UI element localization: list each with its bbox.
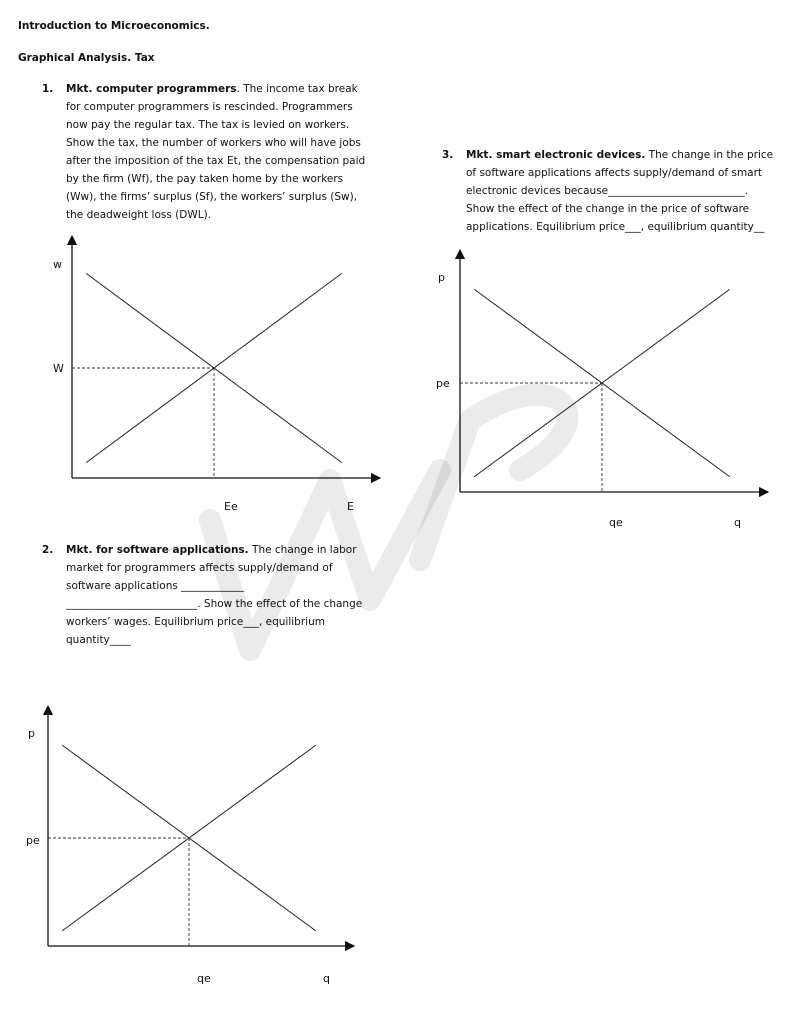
chart-3 xyxy=(428,248,778,538)
question-2-heading: Mkt. for software applications. xyxy=(66,544,249,556)
y-axis-label: p xyxy=(28,727,35,740)
question-2 xyxy=(42,541,374,649)
x-axis-label: q xyxy=(323,972,330,985)
y-axis-label: w xyxy=(53,258,62,271)
x-axis-label: E xyxy=(347,500,354,513)
equilibrium-price-label: pe xyxy=(436,377,450,390)
y-axis-label: p xyxy=(438,271,445,284)
question-3-number: 3. xyxy=(442,149,454,161)
question-3-heading: Mkt. smart electronic devices. xyxy=(466,149,646,161)
question-2-number: 2. xyxy=(42,544,54,556)
document-title: Introduction to Microeconomics. xyxy=(18,20,210,32)
question-1 xyxy=(42,80,374,224)
equilibrium-quantity-label: qe xyxy=(197,972,211,985)
chart-2 xyxy=(16,706,366,996)
equilibrium-quantity-label: qe xyxy=(609,516,623,529)
equilibrium-price-label: pe xyxy=(26,834,40,847)
question-1-number: 1. xyxy=(42,83,54,95)
question-1-text: . The income tax break for computer programmers is rescinded. Programmers now pay the regular tax. The tax is levied on workers. Show the tax, the number of workers who will have jobs after the imposition of the tax Et, the compensation paid by the firm (Wf), the pay taken home by the workers (Ww), the firms’ surplus (Sf), the workers’ surplus (Sw), the deadweight loss (DWL). xyxy=(66,83,366,221)
x-axis-label: q xyxy=(734,516,741,529)
question-2-text: The change in labor market for programmers affects supply/demand of software applications ____________ _________________________. Show the effect of the change workers’ wages. Equilibrium price___, equilibrium quantity____ xyxy=(66,544,363,646)
question-3-text: The change in the price of software applications affects supply/demand of smart electronic devices because__________________________. Show the effect of the change in the price of software applications. Equilibrium price___, equilibrium quantity__ xyxy=(466,149,774,233)
section-title: Graphical Analysis. Tax xyxy=(18,52,155,64)
equilibrium-price-label: W xyxy=(53,362,64,375)
chart-1 xyxy=(40,232,390,522)
equilibrium-quantity-label: Ee xyxy=(224,500,238,513)
question-1-heading: Mkt. computer programmers xyxy=(66,83,237,95)
question-3 xyxy=(442,146,774,236)
